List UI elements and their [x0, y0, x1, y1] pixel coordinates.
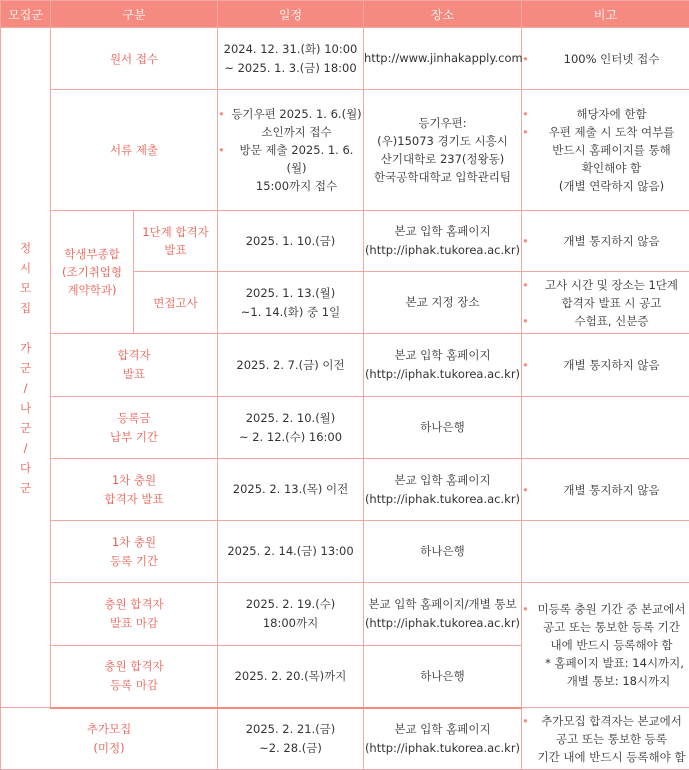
note-cell: • 개별 통지하지 않음	[522, 334, 689, 397]
note-cell: • 해당자에 한함 • 우편 제출 시 도착 여부를 반드시 홈페이지를 통해 확인해야 함 (개별 연락하지 않음)	[522, 90, 689, 211]
header-place: 장소	[364, 1, 522, 28]
category-label: 1차 충원 등록 기간	[51, 521, 218, 583]
table-row	[1, 397, 689, 459]
schedule-cell: 2025. 2. 21.(금) ~2. 28.(금)	[218, 708, 364, 770]
header-note: 비고	[522, 1, 689, 28]
place-cell: 본교 지정 장소	[364, 272, 522, 334]
place-cell: 등기우편: (우)15073 경기도 시흥시 산기대학로 237(정왕동) 한국공학대학교 입학관리팀	[364, 90, 522, 211]
schedule-cell: 2025. 2. 14.(금) 13:00	[218, 521, 364, 583]
schedule-cell: 2025. 1. 13.(월) ~1. 14.(화) 중 1일	[218, 272, 364, 334]
category-label: 면접고사	[134, 272, 218, 334]
note-cell: • 개별 통지하지 않음	[522, 211, 689, 272]
table-row	[1, 521, 689, 583]
note-cell: • 100% 인터넷 접수	[522, 28, 689, 90]
category-label: 원서 접수	[51, 28, 218, 90]
table-row	[1, 334, 689, 397]
category-label: 충원 합격자 등록 마감	[51, 646, 218, 708]
schedule-cell: 2025. 2. 20.(목)까지	[218, 646, 364, 708]
group-cell: 정 시 모 집 가 군 / 나 군 / 다 군	[1, 28, 51, 708]
place-cell: 본교 입학 홈페이지 (http://iphak.tukorea.ac.kr)	[364, 211, 522, 272]
schedule-cell: 2025. 2. 13.(목) 이전	[218, 459, 364, 521]
category-label: 충원 합격자 발표 마감	[51, 583, 218, 646]
header-schedule: 일정	[218, 1, 364, 28]
schedule-cell: 2024. 12. 31.(화) 10:00 ~ 2025. 1. 3.(금) 18:00	[218, 28, 364, 90]
place-cell: 하나은행	[364, 397, 522, 459]
schedule-cell: 2025. 2. 19.(수) 18:00까지	[218, 583, 364, 646]
table-row	[1, 583, 689, 646]
note-cell	[522, 397, 689, 459]
place-cell: http://www.jinhakapply.com	[364, 28, 522, 90]
schedule-cell: 2025. 2. 10.(월) ~ 2. 12.(수) 16:00	[218, 397, 364, 459]
place-cell: 하나은행	[364, 521, 522, 583]
header-category: 구분	[51, 1, 218, 28]
note-cell: • 고사 시간 및 장소는 1단계 합격자 발표 시 공고 • 수험표, 신분증	[522, 272, 689, 334]
note-cell	[522, 521, 689, 583]
note-cell: • 추가모집 합격자는 본교에서 공고 또는 통보한 등록 기간 내에 반드시 등록해야 함	[522, 708, 689, 770]
note-cell: • 개별 통지하지 않음	[522, 459, 689, 521]
note-cell: • 미등록 충원 기간 중 본교에서 공고 또는 통보한 등록 기간 내에 반드시 등록해야 함 * 홈페이지 발표: 14시까지, 개별 통보: 18시까지	[522, 583, 689, 708]
schedule-cell: 2025. 1. 10.(금)	[218, 211, 364, 272]
category-label: 1단계 합격자 발표	[134, 211, 218, 272]
place-cell: 본교 입학 홈페이지/개별 통보 (http://iphak.tukorea.ac.kr)	[364, 583, 522, 646]
table-row	[1, 90, 689, 211]
header-group: 모집군	[1, 1, 51, 28]
category-label: 합격자 발표	[51, 334, 218, 397]
place-cell: 하나은행	[364, 646, 522, 708]
table-row	[1, 211, 689, 272]
category-label: 등록금 납부 기간	[51, 397, 218, 459]
table-row	[1, 459, 689, 521]
place-cell: 본교 입학 홈페이지 (http://iphak.tukorea.ac.kr)	[364, 334, 522, 397]
table-row	[1, 28, 689, 90]
place-cell: 본교 입학 홈페이지 (http://iphak.tukorea.ac.kr)	[364, 459, 522, 521]
table-row	[1, 708, 689, 770]
table-header-row	[1, 1, 689, 28]
place-cell: 본교 입학 홈페이지 (http://iphak.tukorea.ac.kr)	[364, 708, 522, 770]
schedule-cell: • 등기우편 2025. 1. 6.(월) 소인까지 접수 • 방문 제출 2025. 1. 6.(월) 15:00까지 접수	[218, 90, 364, 211]
subgroup-label: 학생부종합 (조기취업형 계약학과)	[51, 211, 134, 334]
category-label: 1차 충원 합격자 발표	[51, 459, 218, 521]
category-label: 추가모집 (미정)	[1, 708, 218, 770]
schedule-cell: 2025. 2. 7.(금) 이전	[218, 334, 364, 397]
category-label: 서류 제출	[51, 90, 218, 211]
